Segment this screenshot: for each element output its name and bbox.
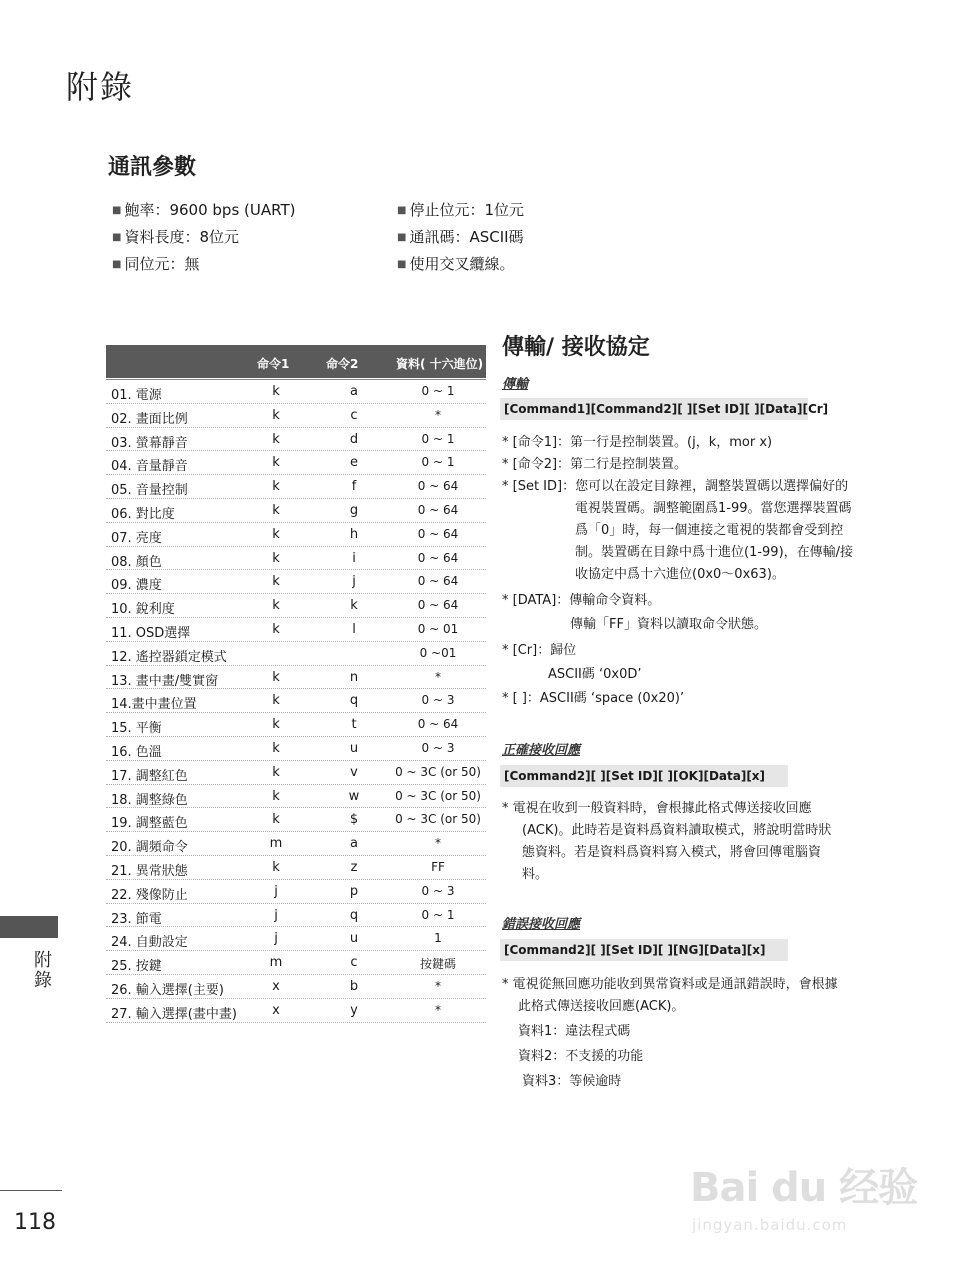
row-name-text: 09. 濃度 bbox=[111, 578, 162, 594]
note-command1: * [命令1]：第一行是控制裝置。(j，k，mor x) bbox=[502, 435, 773, 450]
row-name-text: 16. 色溫 bbox=[111, 744, 162, 760]
header-command1: 命令1 bbox=[257, 357, 290, 371]
row-data-text: 0 ~ 3C (or 50) bbox=[395, 788, 481, 803]
note-command2: * [命令2]：第二行是控制裝置。 bbox=[502, 457, 688, 472]
row-data-text: 0 ~ 1 bbox=[421, 907, 455, 922]
ack-line: * 電視在收到一般資料時，會根據此格式傳送接收回應 bbox=[502, 801, 812, 816]
row-name bbox=[111, 812, 188, 831]
param-parity: ■ 同位元：無 bbox=[112, 252, 295, 279]
row-name-text: 19. 調整藍色 bbox=[111, 816, 188, 832]
table-row bbox=[106, 856, 486, 880]
row-command2-text: c bbox=[350, 407, 358, 423]
error-heading: 錯誤接收回應 bbox=[502, 917, 581, 932]
table-row bbox=[106, 499, 486, 523]
row-data-text: * bbox=[435, 669, 441, 684]
table-row bbox=[106, 404, 486, 428]
error-code-1: 資料1：違法程式碼 bbox=[518, 1024, 631, 1039]
row-data-text: 0 ~ 1 bbox=[421, 384, 455, 398]
comm-params-title: 通訊參數 bbox=[108, 155, 197, 180]
row-command1-text: j bbox=[274, 907, 278, 923]
row-command1-text: k bbox=[272, 764, 280, 780]
row-command2-text: a bbox=[350, 384, 358, 399]
ack-line: 料。 bbox=[522, 867, 549, 882]
table-row bbox=[106, 761, 486, 785]
row-command1-text: k bbox=[272, 455, 280, 471]
row-command2-text: q bbox=[349, 693, 359, 709]
row-command2-text: $ bbox=[349, 812, 359, 828]
header-command2: 命令2 bbox=[326, 357, 359, 371]
params-left-list bbox=[112, 198, 295, 279]
row-command2-text: n bbox=[349, 669, 359, 685]
row-data-text: * bbox=[435, 836, 441, 851]
error-format: [Command2][ ][Set ID][ ][NG][Data][x] bbox=[500, 939, 788, 961]
row-name-text: 17. 調整紅色 bbox=[111, 768, 188, 784]
row-command2-text: y bbox=[350, 1002, 358, 1018]
row-name bbox=[111, 765, 188, 784]
row-data-text: 0 ~ 64 bbox=[417, 502, 459, 517]
note-cr-line: ASCII碼 ‘0x0D’ bbox=[548, 667, 642, 682]
row-command1-text: k bbox=[272, 407, 280, 423]
baidu-watermark bbox=[690, 1140, 920, 1250]
row-command2-text: c bbox=[350, 955, 358, 971]
side-tab-marker bbox=[0, 916, 58, 938]
row-data-text: 0 ~ 3C (or 50) bbox=[395, 764, 481, 779]
row-name-text: 24. 自動設定 bbox=[111, 935, 188, 951]
command-table-body bbox=[106, 380, 486, 1023]
row-data-text: 0 ~ 3 bbox=[421, 740, 455, 755]
row-data-text: 0 ~ 64 bbox=[417, 574, 459, 589]
ack-heading: 正確接收回應 bbox=[502, 743, 581, 758]
row-data-text: 0 ~ 3 bbox=[421, 693, 455, 708]
table-row bbox=[106, 975, 486, 999]
row-name bbox=[111, 908, 162, 927]
row-name-text: 07. 亮度 bbox=[111, 530, 162, 546]
row-command2-text: v bbox=[350, 764, 358, 780]
row-command1-text: j bbox=[274, 883, 278, 899]
protocol-title: 傳輸/ 接收協定 bbox=[502, 335, 650, 360]
row-data-text: FF bbox=[431, 859, 445, 874]
row-data-text: 0 ~ 01 bbox=[417, 621, 459, 636]
param-stop-bit: ■ 停止位元：1位元 bbox=[397, 198, 524, 225]
row-command2-text: a bbox=[350, 836, 358, 852]
row-name-text: 22. 殘像防止 bbox=[111, 887, 188, 903]
row-command1-text: k bbox=[272, 669, 280, 685]
watermark-brand: Bai du 经验 bbox=[690, 1165, 918, 1211]
error-code-2: 資料2：不支援的功能 bbox=[518, 1049, 644, 1064]
row-name bbox=[111, 646, 227, 665]
ack-description bbox=[502, 798, 872, 886]
row-data-text: * bbox=[435, 407, 441, 422]
row-name bbox=[111, 670, 218, 689]
row-data-text: 0 ~01 bbox=[419, 645, 457, 660]
page-title: 附錄 bbox=[66, 68, 135, 106]
table-row bbox=[106, 785, 486, 809]
row-command1-text: k bbox=[272, 431, 280, 447]
row-name bbox=[111, 860, 188, 879]
ack-format: [Command2][ ][Set ID][ ][OK][Data][x] bbox=[500, 765, 788, 787]
table-row bbox=[106, 713, 486, 737]
param-cable: ■ 使用交叉纜線。 bbox=[397, 252, 524, 279]
row-name bbox=[111, 479, 188, 498]
row-name bbox=[111, 693, 197, 712]
row-name bbox=[111, 884, 188, 903]
row-command2-text: l bbox=[352, 621, 356, 637]
table-row bbox=[106, 547, 486, 571]
row-name-text: 23. 節電 bbox=[111, 911, 162, 927]
row-command2-text: u bbox=[349, 931, 359, 947]
row-command2-text: g bbox=[349, 502, 359, 518]
ack-line: (ACK)。此時若是資料爲資料讀取模式，將說明當時狀 bbox=[522, 823, 832, 838]
row-command2-text: k bbox=[350, 598, 358, 614]
row-name bbox=[111, 717, 162, 736]
row-name bbox=[111, 527, 162, 546]
row-command2-text: j bbox=[352, 574, 356, 590]
row-command1-text: k bbox=[272, 621, 280, 637]
row-name-text: 14.畫中畫位置 bbox=[111, 697, 197, 713]
row-name bbox=[111, 622, 190, 641]
row-name-text: 13. 畫中畫/雙實窗 bbox=[111, 673, 219, 689]
row-command1-text: m bbox=[269, 955, 283, 971]
note-setid-line: 電視裝置碼。調整範圍爲1-99。當您選擇裝置碼 bbox=[575, 501, 852, 516]
row-name bbox=[111, 979, 224, 998]
table-row bbox=[106, 618, 486, 642]
row-command2-text: z bbox=[350, 859, 358, 875]
error-code-3: 資料3：等候逾時 bbox=[522, 1074, 622, 1089]
row-name-text: 20. 調頻命令 bbox=[111, 840, 188, 856]
table-row bbox=[106, 451, 486, 475]
row-command1-text: k bbox=[272, 717, 280, 733]
row-name-text: 18. 調整綠色 bbox=[111, 792, 188, 808]
row-command2-text: t bbox=[351, 717, 357, 733]
table-row bbox=[106, 832, 486, 856]
row-data-text: 0 ~ 64 bbox=[417, 717, 459, 732]
row-name-text: 04. 音量靜音 bbox=[111, 459, 188, 475]
row-command1-text: k bbox=[272, 574, 280, 590]
row-command2-text: e bbox=[350, 455, 358, 471]
row-command1-text: k bbox=[272, 812, 280, 828]
row-name bbox=[111, 455, 188, 474]
table-row bbox=[106, 380, 486, 404]
table-row bbox=[106, 642, 486, 666]
table-row bbox=[106, 999, 486, 1023]
row-name bbox=[111, 931, 188, 950]
error-description bbox=[502, 974, 892, 1093]
row-command2-text: h bbox=[349, 526, 359, 542]
param-baud: ■ 鮑率：9600 bps (UART) bbox=[112, 198, 295, 225]
row-name bbox=[111, 432, 188, 451]
row-command2-text: u bbox=[349, 740, 359, 756]
command-table-header bbox=[106, 345, 486, 378]
note-setid-line: 制。裝置碼在目錄中爲十進位(1-99)，在傳輸/接 bbox=[575, 545, 854, 560]
row-command1-text: j bbox=[274, 931, 278, 947]
row-name bbox=[111, 574, 162, 593]
ack-line: 態資料。若是資料爲資料寫入模式，將會回傳電腦資 bbox=[522, 845, 822, 860]
row-data-text: 0 ~ 1 bbox=[421, 455, 455, 470]
row-data-text: 0 ~ 3C (or 50) bbox=[395, 812, 481, 827]
param-data-length: ■ 資料長度：8位元 bbox=[112, 225, 295, 252]
row-command2-text: d bbox=[349, 431, 359, 447]
row-data-text: 0 ~ 64 bbox=[417, 526, 459, 541]
row-command2-text: i bbox=[352, 550, 356, 566]
row-data-text: 0 ~ 64 bbox=[417, 479, 459, 494]
table-row bbox=[106, 880, 486, 904]
row-data-text: 0 ~ 64 bbox=[417, 598, 459, 613]
table-row bbox=[106, 666, 486, 690]
table-row bbox=[106, 428, 486, 452]
param-code: ■ 通訊碼：ASCII碼 bbox=[397, 225, 524, 252]
side-section-label: 附錄 bbox=[31, 950, 52, 990]
note-setid-line: 收協定中爲十六進位(0x0～0x63)。 bbox=[575, 567, 785, 582]
watermark-url: jingyan.baidu.com bbox=[692, 1216, 848, 1234]
command-table bbox=[106, 345, 486, 1023]
row-command1-text: k bbox=[272, 550, 280, 566]
row-command1-text: k bbox=[272, 859, 280, 875]
row-name bbox=[111, 955, 162, 974]
row-name-text: 15. 平衡 bbox=[111, 721, 162, 737]
row-data-text: 1 bbox=[434, 931, 442, 946]
params-right-list bbox=[397, 198, 524, 279]
row-command2-text: f bbox=[351, 479, 357, 495]
row-command1-text: k bbox=[272, 693, 280, 709]
row-data-text: 0 ~ 3 bbox=[421, 883, 455, 898]
row-name bbox=[111, 836, 188, 855]
row-command1-text: m bbox=[269, 836, 283, 852]
row-command2-text: w bbox=[348, 788, 360, 804]
row-name bbox=[111, 598, 175, 617]
row-command1-text: x bbox=[272, 978, 280, 994]
note-cr: * [Cr]：歸位 bbox=[502, 643, 577, 658]
row-command2-text: q bbox=[349, 907, 359, 923]
row-name-text: 08. 顏色 bbox=[111, 554, 162, 570]
row-command1-text: k bbox=[272, 526, 280, 542]
table-row bbox=[106, 808, 486, 832]
row-name bbox=[111, 1003, 237, 1022]
page-number: 118 bbox=[14, 1210, 56, 1235]
row-command1-text: k bbox=[272, 788, 280, 804]
note-setid: * [Set ID]：您可以在設定目錄裡，調整裝置碼以選擇偏好的 bbox=[502, 479, 849, 494]
table-row bbox=[106, 904, 486, 928]
transmission-notes bbox=[502, 432, 902, 710]
table-row bbox=[106, 475, 486, 499]
note-setid-line: 爲「0」時，每一個連接之電視的裝都會受到控 bbox=[575, 523, 844, 538]
row-command1-text: x bbox=[272, 1002, 280, 1018]
row-command2-text: p bbox=[349, 883, 359, 899]
table-row bbox=[106, 927, 486, 951]
row-data-text: 按鍵碼 bbox=[419, 957, 457, 972]
row-name-text: 10. 銳利度 bbox=[111, 602, 175, 618]
row-name bbox=[111, 503, 175, 522]
error-line: 此格式傳送接收回應(ACK)。 bbox=[518, 999, 685, 1014]
table-row bbox=[106, 523, 486, 547]
table-row bbox=[106, 951, 486, 975]
note-data-line: 傳輸「FF」資料以讀取命令狀態。 bbox=[570, 617, 767, 632]
table-row bbox=[106, 737, 486, 761]
row-name-text: 25. 按鍵 bbox=[111, 959, 162, 975]
row-command1-text: k bbox=[272, 598, 280, 614]
row-name-text: 26. 輸入選擇(主要) bbox=[111, 982, 224, 998]
note-data: * [DATA]：傳輸命令資料。 bbox=[502, 593, 661, 608]
row-command1-text: k bbox=[272, 502, 280, 518]
row-name-text: 06. 對比度 bbox=[111, 506, 175, 522]
row-name bbox=[111, 551, 162, 570]
row-data-text: * bbox=[435, 1002, 441, 1017]
note-space: * [ ]：ASCII碼 ‘space (0x20)’ bbox=[502, 691, 685, 706]
table-row bbox=[106, 594, 486, 618]
row-data-text: 0 ~ 64 bbox=[417, 550, 459, 565]
row-command1-text: k bbox=[272, 740, 280, 756]
row-name-text: 05. 音量控制 bbox=[111, 483, 188, 499]
transmission-format: [Command1][Command2][ ][Set ID][ ][Data][Cr] bbox=[500, 398, 808, 420]
row-data-text: 0 ~ 1 bbox=[421, 431, 455, 446]
row-name-text: 02. 畫面比例 bbox=[111, 411, 188, 427]
page-number-rule bbox=[0, 1190, 62, 1191]
row-name bbox=[111, 384, 162, 403]
row-name bbox=[111, 741, 162, 760]
transmission-heading: 傳輸 bbox=[502, 377, 529, 392]
row-command1-text: k bbox=[272, 384, 280, 399]
row-data-text: * bbox=[435, 978, 441, 993]
table-row bbox=[106, 689, 486, 713]
error-line: * 電視從無回應功能收到異常資料或是通訊錯誤時，會根據 bbox=[502, 977, 838, 992]
row-name-text: 03. 螢幕靜音 bbox=[111, 435, 188, 451]
row-name bbox=[111, 408, 188, 427]
row-command2-text: b bbox=[349, 978, 359, 994]
row-name-text: 21. 異常狀態 bbox=[111, 863, 188, 879]
table-row bbox=[106, 570, 486, 594]
row-command1-text: k bbox=[272, 479, 280, 495]
row-name-text: 01. 電源 bbox=[111, 388, 162, 403]
row-name-text: 11. OSD選擇 bbox=[111, 625, 191, 641]
row-name-text: 12. 遙控器鎖定模式 bbox=[111, 649, 227, 665]
header-data: 資料( 十六進位) bbox=[396, 357, 484, 371]
row-name-text: 27. 輸入選擇(畫中畫) bbox=[111, 1006, 237, 1022]
row-name bbox=[111, 789, 188, 808]
